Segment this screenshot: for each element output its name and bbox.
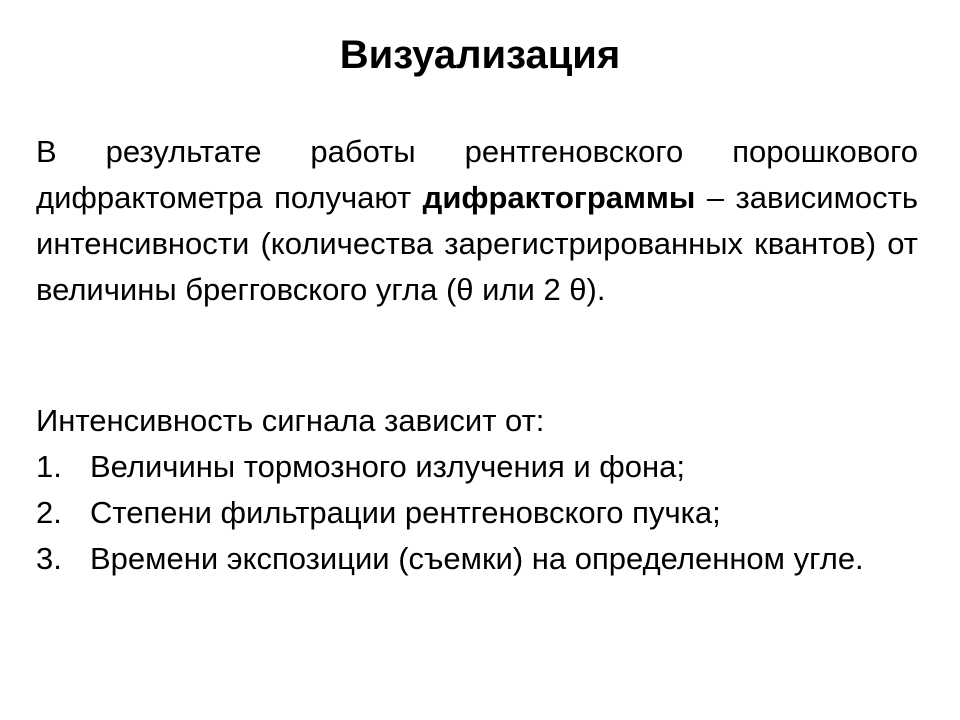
list-item-text: Величины тормозного излучения и фона; <box>90 449 686 484</box>
list-item-number: 2. <box>36 495 62 530</box>
intro-paragraph <box>36 129 918 313</box>
list-item-text: Степени фильтрации рентгеновского пучка; <box>90 495 721 530</box>
list-item <box>36 490 918 536</box>
list-item <box>36 444 918 490</box>
list-item-number: 1. <box>36 449 62 484</box>
intro-text-bold: дифрактограммы <box>422 180 696 215</box>
slide-title: Визуализация <box>339 33 621 77</box>
list-item-number: 3. <box>36 541 62 576</box>
dependencies-list <box>36 444 918 582</box>
list-item <box>36 536 918 582</box>
dependencies-heading: Интенсивность сигнала зависит от: <box>36 403 545 438</box>
intro-text-after: – зависимость интенсивности (количества зарегистрированных квантов) от величины брегговского угла (θ или 2 θ). <box>36 180 918 307</box>
list-item-text: Времени экспозиции (съемки) на определенном угле. <box>90 541 864 576</box>
intro-text-before: В результате работы рентгеновского порошкового дифрактометра получают <box>36 134 918 215</box>
